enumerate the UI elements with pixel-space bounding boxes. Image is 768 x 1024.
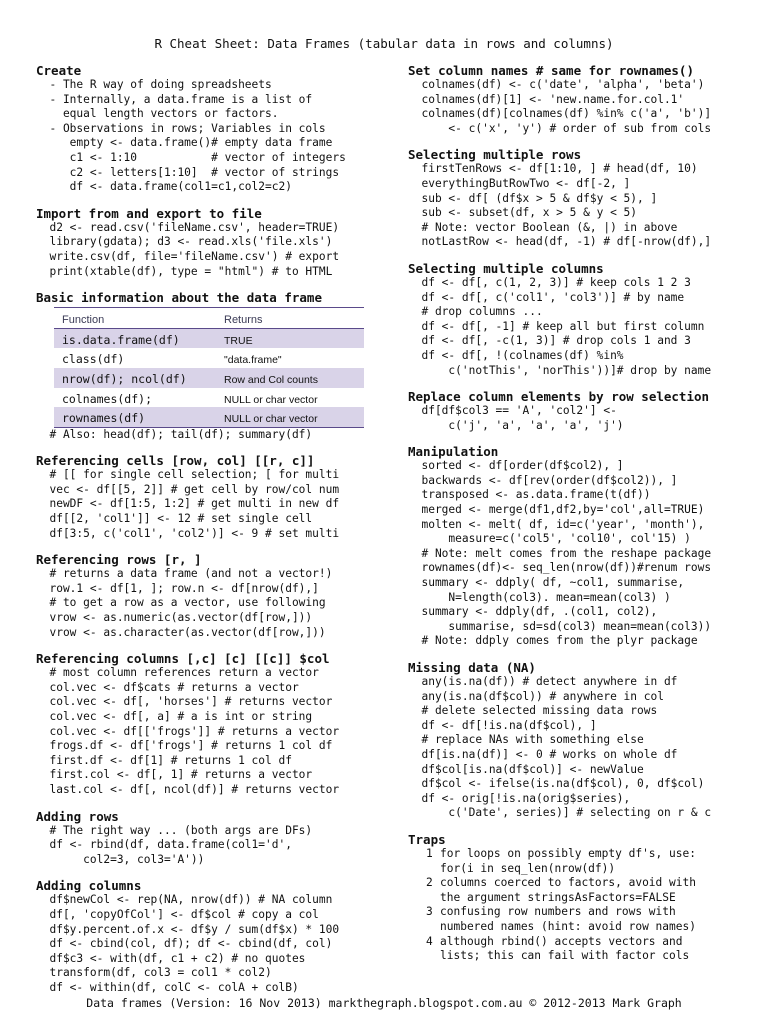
code-line: backwards <- df[rev(order(df$col2)), ] <box>408 473 678 487</box>
code-line: sorted <- df[order(df$col2), ] <box>408 459 624 473</box>
code-line: any(is.na(df$col)) # anywhere in col <box>408 689 664 703</box>
code-line: <- c('x', 'y') # order of sub from cols <box>408 121 712 135</box>
section-heading: Basic information about the data frame <box>36 290 322 306</box>
code-line: transposed <- as.data.frame(t(df)) <box>408 488 651 502</box>
trap-item <box>426 876 738 905</box>
section-set-column-names-same-for-rownames <box>408 63 738 136</box>
code-line: firstTenRows <- df[1:10, ] # head(df, 10) <box>408 162 698 176</box>
code-line: summary <- ddply( df, ~col1, summarise, <box>408 576 685 590</box>
code-line: colnames(df)[colnames(df) %in% c('a', 'b')] <box>408 107 712 121</box>
code-line: # drop columns ... <box>408 305 543 319</box>
code-line: first.df <- df[1] # returns 1 col df <box>36 753 292 767</box>
code-line: write.csv(df, file='fileName.csv') # export <box>36 249 340 263</box>
table-cell-returns: NULL or char vector <box>224 413 318 426</box>
trap-item <box>426 935 738 964</box>
code-line: # The right way ... (both args are DFs) <box>36 823 313 837</box>
table-cell-returns: TRUE <box>224 334 253 347</box>
code-line: colnames(df)[1] <- 'new.name.for.col.1' <box>408 92 685 106</box>
code-line: df <- within(df, colC <- colA + colB) <box>36 980 299 994</box>
section-heading: Manipulation <box>408 444 499 460</box>
code-line: df <- df[, -1] # keep all but first column <box>408 319 705 333</box>
trap-text: the argument stringsAsFactors=FALSE <box>440 890 676 904</box>
code-line: row.1 <- df[1, ]; row.n <- df[nrow(df),] <box>36 581 319 595</box>
code-line: # Note: vector Boolean (&, |) in above <box>408 220 678 234</box>
table-cell-function: colnames(df); <box>62 391 153 406</box>
code-line: vrow <- as.character(as.vector(df[row,])) <box>36 625 326 639</box>
code-line: df$y.percent.of.x <- df$y / sum(df$x) * 100 <box>36 922 340 936</box>
code-line: # Note: melt comes from the reshape package <box>408 546 712 560</box>
trap-number: 1 <box>426 846 433 860</box>
code-line: - The R way of doing spreadsheets <box>36 78 272 91</box>
section-referencing-rows-r <box>36 552 366 640</box>
table-row <box>54 368 364 388</box>
code-line: c2 <- letters[1:10] # vector of strings <box>36 165 340 179</box>
table-cell-function: class(df) <box>62 352 125 367</box>
trap-number: 3 <box>426 905 433 919</box>
code-line: molten <- melt( df, id=c('year', 'month'), <box>408 517 705 531</box>
trap-text: although rbind() accepts vectors and <box>440 934 683 948</box>
code-line: transform(df, col3 = col1 * col2) <box>36 966 272 980</box>
code-line: df[[2, 'col1']] <- 12 # set single cell <box>36 512 313 526</box>
code-line: # replace NAs with something else <box>408 733 644 747</box>
code-line: newDF <- df[1:5, 1:2] # get multi in new df <box>36 497 340 511</box>
section-adding-columns <box>36 878 366 995</box>
code-line: df <- orig[!is.na(orig$series), <box>408 791 631 805</box>
section-create <box>36 63 366 195</box>
code-line: df$col[is.na(df$col)] <- newValue <box>408 762 644 776</box>
info-table <box>54 307 364 428</box>
trap-number: 2 <box>426 876 433 890</box>
code-line: df <- cbind(col, df); df <- cbind(df, col) <box>36 937 333 951</box>
code-line: c('notThis', 'norThis'))]# drop by name <box>408 363 712 377</box>
code-line: # Also: head(df); tail(df); summary(df) <box>36 427 313 441</box>
page-footer: Data frames (Version: 16 Nov 2013) markthegraph.blogspot.com.au © 2012-2013 Mark Graph <box>86 996 682 1010</box>
code-line: col.vec <- df[['frogs']] # returns a vector <box>36 724 340 738</box>
section-adding-rows <box>36 809 366 868</box>
code-line: # returns a data frame (and not a vector!) <box>36 567 333 581</box>
code-line: df$newCol <- rep(NA, nrow(df)) # NA column <box>36 893 333 907</box>
section-heading: Selecting multiple rows <box>408 147 582 163</box>
code-line: df$c3 <- with(df, c1 + c2) # no quotes <box>36 951 306 965</box>
code-line: col.vec <- df[, 'horses'] # returns vector <box>36 695 333 709</box>
section-basic-information-about-the-data-frame <box>36 290 366 442</box>
section-referencing-cells-row-col-r-c <box>36 453 366 541</box>
section-heading: Missing data (NA) <box>408 660 536 675</box>
table-cell-returns: "data.frame" <box>224 354 282 367</box>
section-heading: Selecting multiple columns <box>408 260 604 276</box>
section-heading: Traps <box>408 831 446 847</box>
code-line: col.vec <- df$cats # returns a vector <box>36 680 299 694</box>
code-line: df[3:5, c('col1', 'col2')] <- 9 # set multi <box>36 526 340 540</box>
section-manipulation <box>408 444 738 649</box>
section-referencing-columns-c-c-c-col <box>36 651 366 797</box>
code-line: vec <- df[[5, 2]] # get cell by row/col num <box>36 482 340 496</box>
code-line: # delete selected missing data rows <box>408 704 658 718</box>
table-row <box>54 407 364 428</box>
section-heading: Import from and export to file <box>36 205 262 221</box>
code-line: frogs.df <- df['frogs'] # returns 1 col df <box>36 739 333 753</box>
code-line: # [[ for single cell selection; [ for multi <box>36 468 340 482</box>
section-heading: Adding rows <box>36 808 119 824</box>
section-heading: Create <box>36 63 82 78</box>
code-line: last.col <- df[, ncol(df)] # returns vector <box>36 782 340 796</box>
code-line: equal length vectors or factors. <box>36 107 279 121</box>
trap-text: numbered names (hint: avoid row names) <box>440 919 696 933</box>
section-replace-column-elements-by-row-selection <box>408 389 738 433</box>
code-line: vrow <- as.numeric(as.vector(df[row,])) <box>36 611 313 625</box>
code-line: df[is.na(df)] <- 0 # works on whole df <box>408 747 678 761</box>
code-line: # to get a row as a vector, use following <box>36 596 326 610</box>
trap-text: confusing row numbers and rows with <box>440 905 676 919</box>
table-header-cell: Function <box>62 314 105 327</box>
code-line: - Observations in rows; Variables in cols <box>36 121 326 135</box>
code-line: merged <- merge(df1,df2,by='col',all=TRUE) <box>408 503 705 517</box>
section-missing-data-na <box>408 660 738 821</box>
trap-item <box>426 847 738 876</box>
code-line: print(xtable(df), type = "html") # to HTML <box>36 264 333 278</box>
section-heading: Referencing columns [,c] [c] [[c]] $col <box>36 651 330 667</box>
code-line: measure=c('col5', 'col10', col'15) ) <box>408 532 691 546</box>
section-heading: Set column names # same for rownames() <box>408 63 694 78</box>
code-line: df <- df[!is.na(df$col), ] <box>408 718 597 732</box>
code-line: sub <- subset(df, x > 5 & y < 5) <box>408 206 638 220</box>
trap-number: 4 <box>426 934 433 948</box>
code-line: # Note: ddply comes from the plyr package <box>408 634 698 648</box>
code-line: colnames(df) <- c('date', 'alpha', 'beta') <box>408 78 705 91</box>
code-line: c('Date', series)] # selecting on r & c <box>408 806 712 820</box>
trap-text: for loops on possibly empty df's, use: <box>440 846 696 860</box>
trap-text: columns coerced to factors, avoid with <box>440 876 696 890</box>
code-line: sub <- df[ (df$x > 5 & df$y < 5), ] <box>408 191 658 205</box>
code-line: empty <- data.frame()# empty data frame <box>36 136 333 150</box>
code-line: library(gdata); d3 <- read.xls('file.xls') <box>36 235 333 249</box>
section-heading: Replace column elements by row selection <box>408 389 710 405</box>
right-column <box>408 63 738 975</box>
trap-text: lists; this can fail with factor cols <box>440 949 690 963</box>
section-heading: Referencing cells [row, col] [[r, c]] <box>36 453 315 469</box>
table-header-cell: Returns <box>224 314 263 327</box>
left-column <box>36 63 366 1007</box>
trap-item <box>426 905 738 934</box>
table-cell-function: is.data.frame(df) <box>62 332 180 347</box>
table-cell-function: nrow(df); ncol(df) <box>62 371 187 386</box>
code-line: N=length(col3). mean=mean(col3) ) <box>408 590 671 604</box>
section-selecting-multiple-columns <box>408 261 738 378</box>
table-header-row <box>54 307 364 329</box>
section-import-from-and-export-to-file <box>36 206 366 279</box>
table-row <box>54 329 364 349</box>
code-line: - Internally, a data.frame is a list of <box>36 92 313 106</box>
code-line: df <- df[, c('col1', 'col3')] # by name <box>408 290 685 304</box>
code-line: df <- df[, -c(1, 3)] # drop cols 1 and 3 <box>408 334 691 348</box>
code-line: df <- data.frame(col1=c1,col2=c2) <box>36 180 292 194</box>
table-cell-returns: NULL or char vector <box>224 393 318 406</box>
code-line: d2 <- read.csv('fileName.csv', header=TRUE) <box>36 220 340 234</box>
code-line: rownames(df)<- seq_len(nrow(df))#renum rows <box>408 561 712 575</box>
code-line: summary <- ddply(df, .(col1, col2), <box>408 605 658 619</box>
table-row <box>54 388 364 408</box>
table-row <box>54 348 364 368</box>
page-title: R Cheat Sheet: Data Frames (tabular data in rows and columns) <box>154 36 614 51</box>
code-line: summarise, sd=sd(col3) mean=mean(col3)) <box>408 619 712 633</box>
table-cell-function: rownames(df) <box>62 411 146 426</box>
section-selecting-multiple-rows <box>408 147 738 250</box>
code-line: everythingButRowTwo <- df[-2, ] <box>408 176 631 190</box>
section-traps <box>408 832 738 964</box>
table-cell-returns: Row and Col counts <box>224 373 318 386</box>
code-line: df$col <- ifelse(is.na(df$col), 0, df$col) <box>408 777 705 791</box>
code-line: any(is.na(df)) # detect anywhere in df <box>408 675 678 688</box>
code-line: c('j', 'a', 'a', 'a', 'j') <box>408 418 624 432</box>
code-line: col.vec <- df[, a] # a is int or string <box>36 710 313 723</box>
code-line: df[, 'copyOfCol'] <- df$col # copy a col <box>36 907 319 921</box>
code-line: first.col <- df[, 1] # returns a vector <box>36 768 313 782</box>
code-line: col2=3, col3='A')) <box>36 852 205 866</box>
code-line: df <- rbind(df, data.frame(col1='d', <box>36 838 292 852</box>
code-line: notLastRow <- head(df, -1) # df[-nrow(df),] <box>408 235 712 249</box>
code-line: c1 <- 1:10 # vector of integers <box>36 150 346 164</box>
code-line: df <- df[, !(colnames(df) %in% <box>408 348 624 362</box>
code-line: df <- df[, c(1, 2, 3)] # keep cols 1 2 3 <box>408 275 691 289</box>
section-heading: Referencing rows [r, ] <box>36 552 202 568</box>
section-heading: Adding columns <box>36 878 142 894</box>
code-line: # most column references return a vector <box>36 666 319 680</box>
code-line: df[df$col3 == 'A', 'col2'] <- <box>408 404 617 418</box>
trap-text: for(i in seq_len(nrow(df)) <box>440 861 616 875</box>
